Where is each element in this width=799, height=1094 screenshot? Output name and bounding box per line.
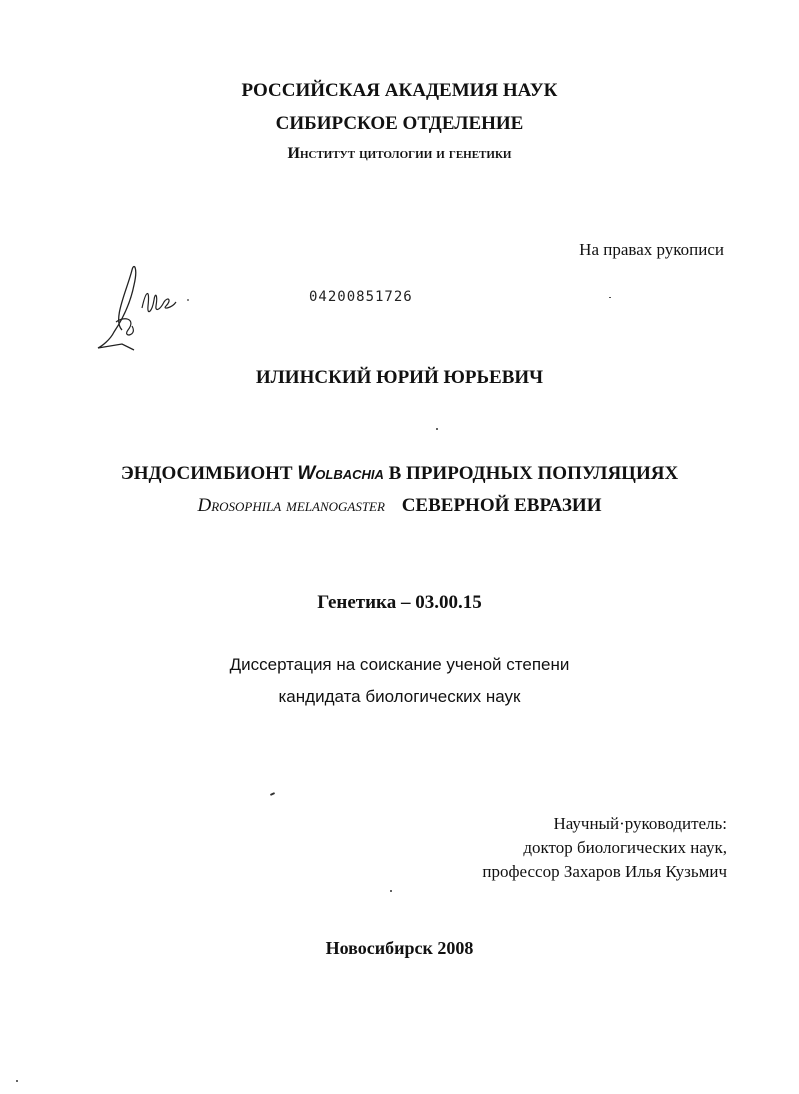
manuscript-rights-note: На правах рукописи	[579, 240, 724, 259]
supervisor-block	[482, 812, 727, 884]
scan-speck	[16, 1080, 18, 1082]
scan-speck	[436, 428, 438, 430]
thesis-title-line-1	[0, 463, 799, 485]
title-species: Drosophila melanogaster	[197, 495, 385, 516]
title-genus: Wolbachia	[297, 463, 384, 484]
supervisor-label: Научный·руководитель:	[553, 814, 727, 833]
title-suffix: В ПРИРОДНЫХ ПОПУЛЯЦИЯХ	[388, 463, 679, 484]
title-prefix: ЭНДОСИМБИОНТ	[120, 463, 293, 484]
serial-number: 04200851726	[309, 289, 413, 305]
dissertation-degree-line-1: Диссертация на соискание ученой степени	[229, 655, 570, 674]
institute-name: Институт цитологии и генетики	[287, 145, 512, 162]
specialty-code: Генетика – 03.00.15	[317, 592, 482, 613]
scan-speck	[609, 297, 611, 298]
title-region: СЕВЕРНОЙ ЕВРАЗИИ	[401, 495, 602, 516]
author-name: ИЛИНСКИЙ ЮРИЙ ЮРЬЕВИЧ	[255, 367, 544, 388]
dissertation-degree-line-2: кандидата биологических наук	[278, 687, 521, 706]
handwritten-signature	[92, 260, 202, 355]
thesis-title-line-2	[0, 495, 799, 517]
scan-speck	[390, 890, 392, 892]
city-year: Новосибирск 2008	[325, 938, 474, 958]
academy-name: РОССИЙСКАЯ АКАДЕМИЯ НАУК	[241, 80, 558, 101]
scan-speck	[270, 792, 275, 796]
branch-name: СИБИРСКОЕ ОТДЕЛЕНИЕ	[275, 113, 524, 134]
supervisor-name: профессор Захаров Илья Кузьмич	[482, 862, 727, 881]
supervisor-degree: доктор биологических наук,	[523, 838, 727, 857]
